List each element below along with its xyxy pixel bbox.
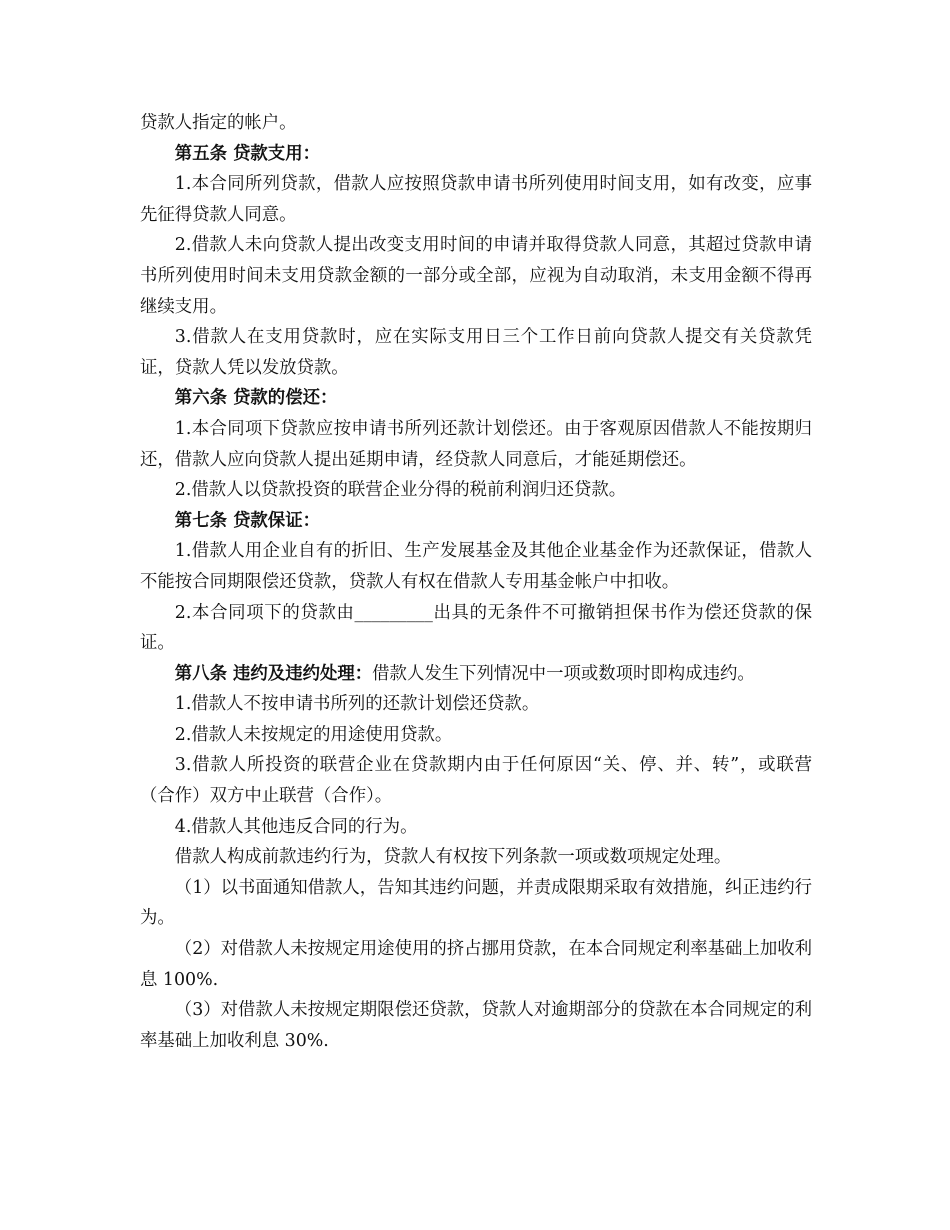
article-heading: 第五条 贷款支用： (174, 143, 320, 164)
paragraph-text: 2.本合同项下的贷款由_________出具的无条件不可撤销担保书作为偿还贷款的保证。 (140, 602, 812, 654)
article-8-remedy-2 (140, 934, 812, 995)
paragraph-text: （3）对借款人未按规定期限偿还贷款，贷款人对逾期部分的贷款在本合同规定的利率基础上加收利息 30%. (140, 1000, 812, 1051)
article-8-item-2 (140, 720, 812, 751)
article-heading: 第七条 贷款保证： (174, 510, 320, 531)
article-heading: 第六条 贷款的偿还： (174, 388, 338, 409)
paragraph-text: 3.借款人所投资的联营企业在贷款期内由于任何原因“关、停、并、转”，或联营（合作）双方中止联营（合作）。 (140, 755, 812, 807)
article-7-item-2 (140, 598, 812, 659)
document-page (140, 108, 812, 1056)
article-8-item-4 (140, 812, 812, 843)
paragraph-text: 1.借款人不按申请书所列的还款计划偿还贷款。 (174, 694, 540, 715)
article-7-heading (140, 506, 812, 537)
paragraph-text: （1）以书面通知借款人，告知其违约问题，并责成限期采取有效措施，纠正违约行为。 (140, 877, 812, 929)
article-6-item-1 (140, 414, 812, 475)
article-8-item-3 (140, 750, 812, 811)
paragraph-text: 1.本合同项下贷款应按申请书所列还款计划偿还。由于客观原因借款人不能按期归还，借款人应向贷款人提出延期申请，经贷款人同意后，才能延期偿还。 (140, 418, 812, 470)
paragraph-text: 2.借款人以贷款投资的联营企业分得的税前利润归还贷款。 (174, 480, 627, 501)
article-6-heading (140, 383, 812, 414)
article-8-remedy-3 (140, 995, 812, 1056)
paragraph-text: 3.借款人在支用贷款时，应在实际支用日三个工作日前向贷款人提交有关贷款凭证，贷款人凭以发放贷款。 (140, 327, 812, 378)
paragraph-text: 贷款人指定的帐户。 (140, 113, 297, 133)
article-5-item-3 (140, 322, 812, 383)
article-6-item-2 (140, 475, 812, 506)
paragraph-text: 2.借款人未向贷款人提出改变支用时间的申请并取得贷款人同意，其超过贷款申请书所列使用时间未支用贷款金额的一部分或全部，应视为自动取消，未支用金额不得再继续支用。 (140, 235, 812, 317)
article-heading: 第八条 违约及违约处理： (174, 663, 373, 684)
paragraph-text: （2）对借款人未按规定用途使用的挤占挪用贷款，在本合同规定利率基础上加收利息 100%. (140, 939, 812, 990)
paragraph-text: 4.借款人其他违反合同的行为。 (174, 816, 418, 837)
article-8-remedies-intro (140, 842, 812, 873)
paragraph-text: 借款人构成前款违约行为，贷款人有权按下列条款一项或数项规定处理。 (174, 847, 732, 868)
article-8-item-1 (140, 689, 812, 720)
article-8-heading (140, 659, 812, 690)
paragraph-continuation (140, 108, 812, 139)
article-7-item-1 (140, 536, 812, 597)
article-5-item-2 (140, 230, 812, 322)
paragraph-text: 借款人发生下列情况中一项或数项时即构成违约。 (372, 663, 755, 684)
article-5-heading (140, 139, 812, 170)
article-8-remedy-1 (140, 873, 812, 934)
article-5-item-1 (140, 169, 812, 230)
paragraph-text: 1.借款人用企业自有的折旧、生产发展基金及其他企业基金作为还款保证，借款人不能按合同期限偿还贷款，贷款人有权在借款人专用基金帐户中扣收。 (140, 541, 812, 592)
paragraph-text: 2.借款人未按规定的用途使用贷款。 (174, 724, 453, 745)
paragraph-text: 1.本合同所列贷款，借款人应按照贷款申请书所列使用时间支用，如有改变，应事先征得贷款人同意。 (140, 174, 812, 225)
